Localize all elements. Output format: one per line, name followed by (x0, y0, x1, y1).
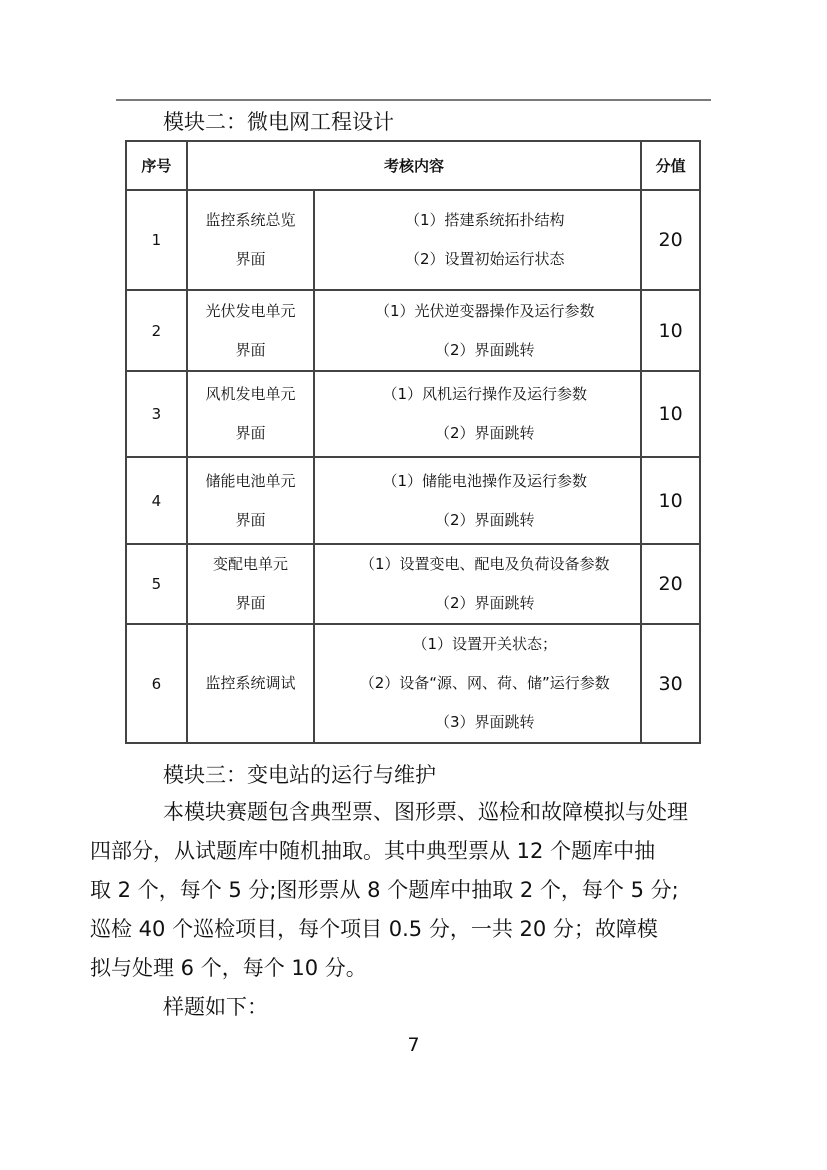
header-index: 序号 (126, 141, 187, 190)
module3-title: 模块三：变电站的运行与维护 (163, 763, 436, 787)
row-name-line: 界面 (235, 424, 266, 442)
row-item: （1）储能电池操作及运行参数 (382, 471, 588, 490)
row-items (314, 544, 641, 624)
row-item: （2）设备“源、网、荷、储”运行参数 (359, 674, 610, 692)
table-row (126, 371, 700, 457)
row-name (187, 544, 315, 624)
row-items (314, 457, 641, 544)
row-name (187, 290, 315, 371)
row-items (314, 624, 641, 743)
row-item: （1）搭建系统拓扑结构 (405, 211, 565, 229)
row-name-line: 光伏发电单元 (205, 301, 296, 320)
table-row (126, 190, 700, 290)
row-item: （2）界面跳转 (435, 510, 535, 529)
row-item: （1）设置变电、配电及负荷设备参数 (360, 555, 610, 573)
row-name (187, 371, 315, 457)
row-item: （1）光伏逆变器操作及运行参数 (375, 301, 595, 320)
row-item: （2）界面跳转 (435, 594, 535, 612)
row-name (187, 624, 315, 743)
row-score: 10 (641, 371, 700, 457)
table-header-row (126, 141, 700, 190)
module2-title: 模块二：微电网工程设计 (163, 110, 394, 134)
row-item: （3）界面跳转 (435, 713, 535, 731)
row-name-line: 储能电池单元 (205, 471, 296, 490)
header-rule (116, 99, 711, 101)
row-name-line: 监控系统调试 (205, 674, 296, 692)
row-index: 3 (126, 371, 187, 457)
row-item: （1）风机运行操作及运行参数 (382, 385, 588, 403)
row-name-line: 变配电单元 (213, 555, 289, 573)
table-row (126, 544, 700, 624)
row-item: （1）设置开关状态； (412, 635, 558, 653)
table-row (126, 457, 700, 544)
row-name-line: 界面 (235, 250, 266, 268)
row-name-line: 界面 (235, 594, 266, 612)
row-name-line: 风机发电单元 (205, 385, 296, 403)
row-items (314, 371, 641, 457)
module3-paragraph-line: 取 2 个，每个 5 分;图形票从 8 个题库中抽取 2 个，每个 5 分; (90, 878, 679, 902)
sample-label: 样题如下： (163, 995, 268, 1019)
table-row (126, 290, 700, 371)
row-item: （2）设置初始运行状态 (405, 250, 565, 268)
row-index: 6 (126, 624, 187, 743)
header-content: 考核内容 (187, 141, 642, 190)
module3-paragraph-line: 拟与处理 6 个，每个 10 分。 (90, 956, 367, 980)
row-name (187, 190, 315, 290)
module3-paragraph-line: 巡检 40 个巡检项目，每个项目 0.5 分，一共 20 分；故障模 (90, 917, 658, 941)
row-name-line: 界面 (235, 340, 266, 359)
row-items (314, 290, 641, 371)
row-score: 30 (641, 624, 700, 743)
table-row (126, 624, 700, 743)
row-items (314, 190, 641, 290)
row-index: 4 (126, 457, 187, 544)
row-score: 20 (641, 190, 700, 290)
row-score: 20 (641, 544, 700, 624)
header-score: 分值 (641, 141, 700, 190)
row-name (187, 457, 315, 544)
module3-paragraph-line: 四部分，从试题库中随机抽取。其中典型票从 12 个题库中抽 (90, 839, 656, 863)
row-item: （2）界面跳转 (435, 340, 535, 359)
row-name-line: 监控系统总览 (205, 211, 296, 229)
module3-paragraph-line: 本模块赛题包含典型票、图形票、巡检和故障模拟与处理 (163, 800, 688, 824)
row-index: 1 (126, 190, 187, 290)
row-name-line: 界面 (235, 510, 266, 529)
row-score: 10 (641, 457, 700, 544)
row-item: （2）界面跳转 (435, 424, 535, 442)
page-number: 7 (407, 1034, 420, 1056)
row-index: 5 (126, 544, 187, 624)
row-index: 2 (126, 290, 187, 371)
row-score: 10 (641, 290, 700, 371)
module2-table (125, 140, 701, 744)
